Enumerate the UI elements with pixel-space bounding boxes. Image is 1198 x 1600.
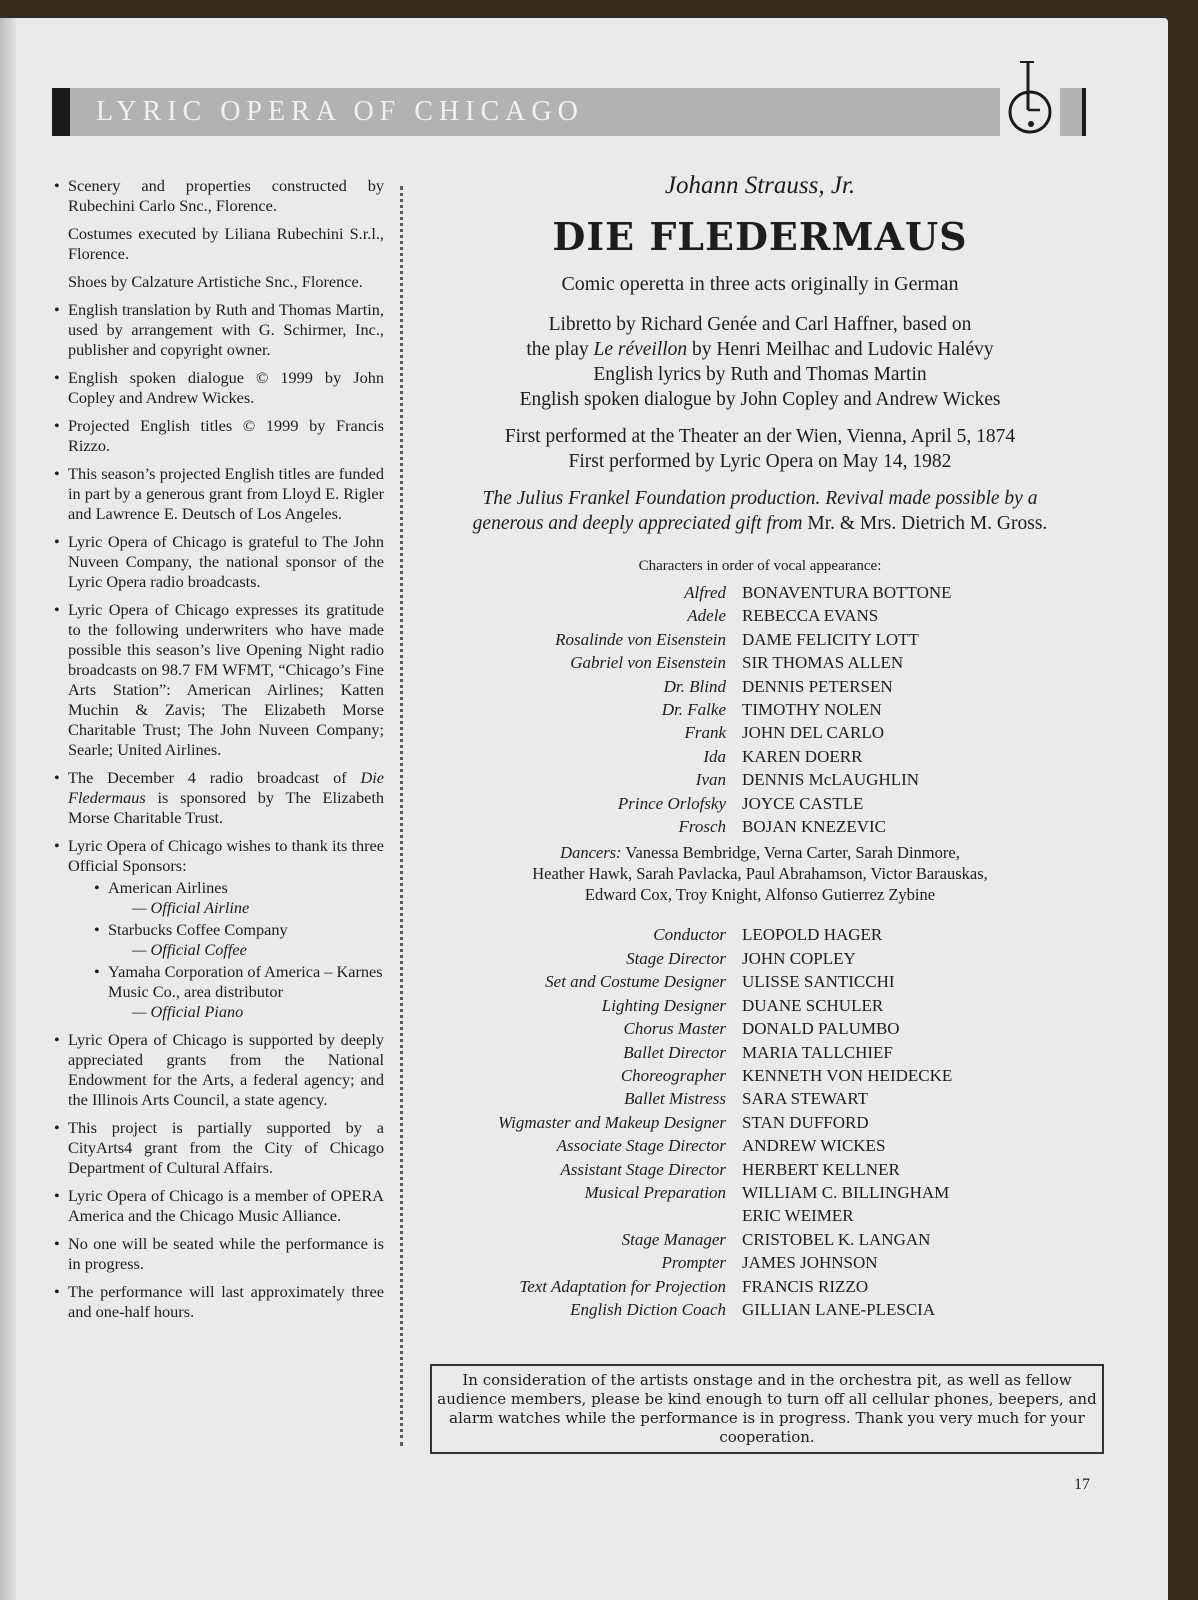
note-item: • The performance will last approximately three and one-half hours. <box>54 1282 384 1322</box>
dialogue-line: English spoken dialogue by John Copley and Andrew Wickes <box>519 389 1001 410</box>
premiere-info <box>420 424 1100 474</box>
artist-name: LEOPOLD HAGER <box>742 925 883 945</box>
artist-name: JOHN COPLEY <box>742 948 856 968</box>
role-name: Text Adaptation for Projection <box>519 1276 726 1296</box>
note-item: • Lyric Opera of Chicago expresses its gratitude to the following underwriters who have made possible this season’s live Opening Night radio broadcasts on 98.7 FM WFMT, “Chicago’s Fine Arts Station”: American Airlines; Katten Muchin & Zavis; The Elizabeth Morse Charitable Trust; The John Nuveen Company; Searle; United Airlines. <box>54 600 384 760</box>
crew-row <box>420 1017 1100 1040</box>
artist-name: HERBERT KELLNER <box>742 1159 900 1179</box>
crew-row <box>420 994 1100 1017</box>
cast-row <box>420 768 1100 791</box>
sponsor-item: • American Airlines — Official Airline <box>94 878 384 918</box>
note-item: • Lyric Opera of Chicago is grateful to The John Nuveen Company, the national sponsor of the Lyric Opera radio broadcasts. <box>54 532 384 592</box>
cast-row <box>420 721 1100 744</box>
world-premiere: First performed at the Theater an der Wien, Vienna, April 5, 1874 <box>504 426 1016 447</box>
header-title: LYRIC OPERA OF CHICAGO <box>96 96 584 127</box>
note-item: Costumes executed by Liliana Rubechini S.r.l., Florence. <box>68 224 384 263</box>
role-name: Wigmaster and Makeup Designer <box>497 1112 726 1132</box>
artist-name: BONAVENTURA BOTTONE <box>742 583 952 602</box>
cast-row <box>420 792 1100 815</box>
sponsor-item: • Starbucks Coffee Company — Official Coffee <box>94 920 384 960</box>
role-name: Set and Costume Designer <box>545 972 726 992</box>
artist-name: DONALD PALUMBO <box>742 1019 900 1039</box>
role-name: Ballet Mistress <box>624 1089 726 1109</box>
artist-name: SARA STEWART <box>742 1089 869 1109</box>
artist-name: GILLIAN LANE-PLESCIA <box>742 1299 936 1319</box>
libretto-line: Libretto by Richard Genée and Carl Haffner, based on <box>548 314 972 335</box>
role-name: Rosalinde von Eisenstein <box>555 629 726 649</box>
lyric-premiere: First performed by Lyric Opera on May 14, 1982 <box>568 451 952 472</box>
artist-name: SIR THOMAS ALLEN <box>742 653 904 673</box>
header-right-bar <box>1082 88 1086 136</box>
opera-subtitle: Comic operetta in three acts originally in German <box>561 273 959 295</box>
role-name: Conductor <box>653 925 726 945</box>
role-name: Dr. Falke <box>661 700 726 720</box>
crew-row <box>420 947 1100 970</box>
composer: Johann Strauss, Jr. <box>664 172 856 199</box>
role-name: Adele <box>687 606 726 626</box>
artist-name: TIMOTHY NOLEN <box>742 700 882 720</box>
role-name: Associate Stage Director <box>556 1136 726 1156</box>
role-name: Ivan <box>695 770 726 790</box>
production-credit: The Julius Frankel Foundation production. Revival made possible by a generous and deeply appreciated gift from Mr. & Mrs. Dietrich M. Gross. <box>472 488 1048 534</box>
note-item: • Scenery and properties constructed by Rubechini Carlo Snc., Florence. <box>54 176 384 216</box>
artist-name: KAREN DOERR <box>742 746 863 766</box>
artist-name: ULISSE SANTICCHI <box>742 972 895 992</box>
role-name: Musical Preparation <box>584 1182 726 1202</box>
role-name: Stage Manager <box>621 1229 726 1249</box>
artist-name: DENNIS PETERSEN <box>742 676 893 696</box>
artist-name: ANDREW WICKES <box>742 1136 886 1156</box>
sponsor-item: • Yamaha Corporation of America – Karnes Music Co., area distributor — Official Piano <box>94 962 384 1022</box>
role-name: Prompter <box>661 1253 726 1273</box>
artist-name: ERIC WEIMER <box>742 1206 854 1226</box>
artist-name: JOYCE CASTLE <box>742 793 864 813</box>
header-left-bar <box>52 88 70 136</box>
lyric-opera-logo-icon <box>1000 54 1060 138</box>
cast-row <box>420 698 1100 721</box>
phone-notice: In consideration of the artists onstage and in the orchestra pit, as well as fellow audience members, please be kind enough to turn off all cellular phones, beepers, and alarm watches while the performance is in progress. Thank you very much for your cooperation. <box>430 1364 1104 1454</box>
crew-row <box>420 1087 1100 1110</box>
lyrics-line: English lyrics by Ruth and Thomas Martin <box>593 364 927 385</box>
note-item: • The December 4 radio broadcast of Die Fledermaus is sponsored by The Elizabeth Morse Charitable Trust. <box>54 768 384 828</box>
crew-row <box>420 1041 1100 1064</box>
cast-row <box>420 604 1100 627</box>
note-item: • Lyric Opera of Chicago wishes to thank its three Official Sponsors: • American Airlines — Official Airline • Starbucks Coffee Company — Official Coffee • Yamaha Corporation of America – Karnes Music Co., area distributor — Official Piano <box>54 836 384 1022</box>
artist-name: JOHN DEL CARLO <box>742 723 884 743</box>
crew-row <box>420 970 1100 993</box>
cast-list <box>420 581 1100 838</box>
artist-name: FRANCIS RIZZO <box>742 1276 869 1296</box>
role-name: English Diction Coach <box>570 1299 726 1319</box>
libretto-credits <box>420 312 1100 412</box>
cast-row <box>420 675 1100 698</box>
role-name: Gabriel von Eisenstein <box>570 653 726 673</box>
note-item: • Projected English titles © 1999 by Francis Rizzo. <box>54 416 384 456</box>
cast-row <box>420 651 1100 674</box>
page-number: 17 <box>1074 1476 1090 1493</box>
role-name: Lighting Designer <box>601 995 726 1015</box>
note-item: Shoes by Calzature Artistiche Snc., Florence. <box>68 272 363 291</box>
role-name: Frank <box>684 723 726 743</box>
role-name: Ida <box>703 746 726 766</box>
crew-row <box>420 1228 1100 1251</box>
cast-row <box>420 628 1100 651</box>
crew-row <box>420 1251 1100 1274</box>
artist-name: CRISTOBEL K. LANGAN <box>742 1229 931 1249</box>
crew-row <box>420 1298 1100 1321</box>
crew-row <box>420 1158 1100 1181</box>
note-item: • Lyric Opera of Chicago is a member of OPERA America and the Chicago Music Alliance. <box>54 1186 384 1226</box>
characters-heading: Characters in order of vocal appearance: <box>638 558 882 574</box>
role-name: Frosch <box>678 817 726 837</box>
note-item: • This season’s projected English titles are funded in part by a generous grant from Lloyd E. Rigler and Lawrence E. Deutsch of Los Angeles. <box>54 464 384 524</box>
note-item: • English translation by Ruth and Thomas Martin, used by arrangement with G. Schirmer, Inc., publisher and copyright owner. <box>54 300 384 360</box>
cast-row <box>420 745 1100 768</box>
note-item: • Lyric Opera of Chicago is supported by deeply appreciated grants from the National Endowment for the Arts, a federal agency; and the Illinois Arts Council, a state agency. <box>54 1030 384 1110</box>
role-name: Alfred <box>684 583 726 602</box>
column-divider <box>400 186 403 1446</box>
crew-row <box>420 1204 1100 1227</box>
role-name: Dr. Blind <box>663 676 726 696</box>
note-item: • English spoken dialogue © 1999 by John Copley and Andrew Wickes. <box>54 368 384 408</box>
artist-name: DUANE SCHULER <box>742 995 884 1015</box>
artist-name: REBECCA EVANS <box>742 606 879 626</box>
artist-name: WILLIAM C. BILLINGHAM <box>742 1182 950 1202</box>
cast-row <box>420 815 1100 838</box>
dancers: Dancers: Vanessa Bembridge, Verna Carter, Sarah Dinmore, Heather Hawk, Sarah Pavlacka, Paul Abrahamson, Victor Barauskas, Edward Cox, Troy Knight, Alfonso Gutierrez Zybine <box>532 843 988 905</box>
source-play-line: the play Le réveillon by Henri Meilhac and Ludovic Halévy <box>526 339 994 360</box>
artist-name: MARIA TALLCHIEF <box>742 1042 893 1062</box>
role-name: Ballet Director <box>623 1042 726 1062</box>
role-name: Assistant Stage Director <box>560 1159 726 1179</box>
role-name: Chorus Master <box>623 1019 726 1039</box>
note-item: • This project is partially supported by a CityArts4 grant from the City of Chicago Department of Cultural Affairs. <box>54 1118 384 1178</box>
crew-row <box>420 1181 1100 1204</box>
page-fold <box>0 18 16 1600</box>
role-name: Stage Director <box>626 948 726 968</box>
notes-list <box>54 176 384 1322</box>
note-item: • No one will be seated while the performance is in progress. <box>54 1234 384 1274</box>
artist-name: BOJAN KNEZEVIC <box>742 817 887 837</box>
artist-name: DAME FELICITY LOTT <box>742 629 919 649</box>
opera-title: DIE FLEDERMAUS <box>552 214 968 259</box>
crew-row <box>420 923 1100 946</box>
crew-row <box>420 1134 1100 1157</box>
role-name <box>420 1204 742 1227</box>
cast-row <box>420 581 1100 604</box>
artist-name: JAMES JOHNSON <box>742 1253 878 1273</box>
crew-row <box>420 1275 1100 1298</box>
artist-name: KENNETH VON HEIDECKE <box>742 1065 953 1085</box>
sponsor-list <box>94 878 384 1022</box>
program-main <box>420 170 1100 1321</box>
artist-name: DENNIS McLAUGHLIN <box>742 770 920 790</box>
notes-column <box>54 176 384 1330</box>
crew-list <box>420 923 1100 1321</box>
crew-row <box>420 1111 1100 1134</box>
role-name: Choreographer <box>620 1065 726 1085</box>
crew-row <box>420 1064 1100 1087</box>
role-name: Prince Orlofsky <box>617 793 726 813</box>
artist-name: STAN DUFFORD <box>742 1112 869 1132</box>
